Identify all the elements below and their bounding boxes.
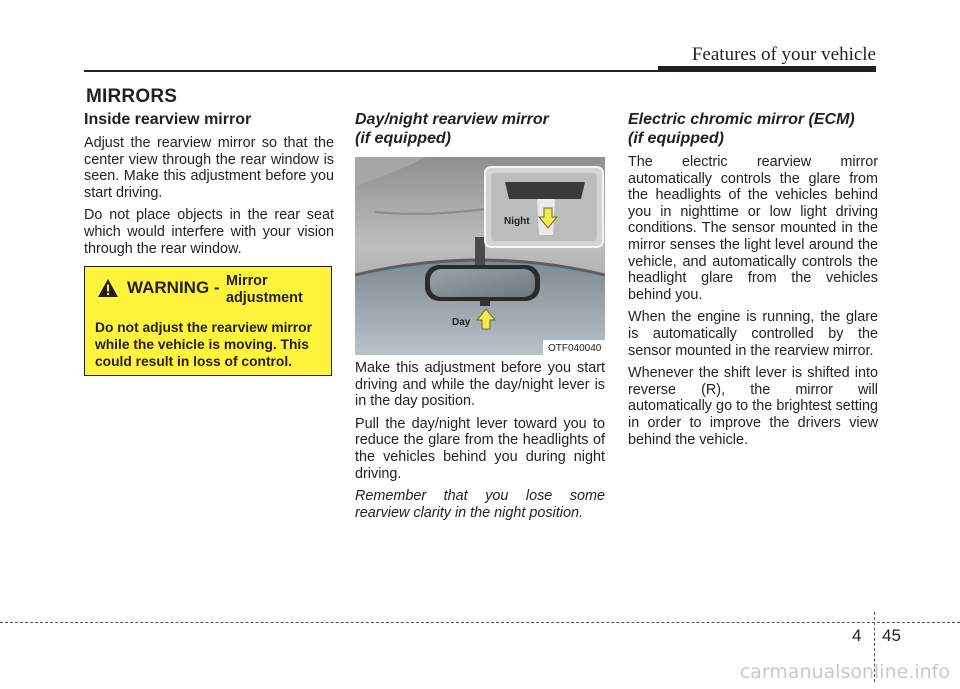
paragraph: When the engine is running, the glare is automatically controlled by the sensor mounted in the rearview mirror.: [628, 309, 878, 359]
night-label: Night: [504, 216, 530, 227]
heading-line: Day/night rearview mirror: [355, 111, 549, 128]
header-rule-accent: [658, 66, 876, 72]
paragraph: The electric rearview mirror automatically controls the glare from the headlights of the vehicles behind you in nighttime or low light driving conditions. The sensor mounted in the mirror senses the light level around the vehicle, and automatically controls the headlight glare from the vehicles behind you.: [628, 154, 878, 303]
column-ecm-mirror: [628, 110, 878, 454]
warning-label: WARNING -: [127, 278, 220, 297]
paragraph: Do not place objects in the rear seat which would interfere with your vision through the rear window.: [84, 207, 334, 257]
warning-body: Do not adjust the rearview mirror while the vehicle is moving. This could result in loss of control.: [95, 320, 312, 369]
heading-inside-rearview-mirror: Inside rearview mirror: [84, 111, 252, 128]
heading-line: Electric chromic mirror (ECM): [628, 111, 855, 128]
section-title: MIRRORS: [86, 86, 178, 107]
paragraph: Adjust the rearview mirror so that the center view through the rear window is seen. Make this adjustment before you start driving.: [84, 135, 334, 201]
watermark: carmanualsonline.info: [739, 661, 950, 683]
heading-ecm-mirror: [628, 110, 878, 148]
paragraph: Make this adjustment before you start driving and while the day/night lever is in the day position.: [355, 360, 605, 410]
header-title: Features of your vehicle: [691, 44, 876, 65]
figure-code: OTF040040: [548, 343, 602, 354]
chapter-number: 4: [852, 626, 862, 645]
paragraph: Whenever the shift lever is shifted into reverse (R), the mirror will automatically go to the brightest setting in order to improve the drivers view behind the vehicle.: [628, 365, 878, 448]
footer-rule: [0, 622, 960, 623]
heading-day-night-mirror: [355, 110, 605, 148]
paragraph: Pull the day/night lever toward you to reduce the glare from the headlights of the vehicles behind you during night driving.: [355, 415, 605, 482]
warning-subject: Mirror adjustment: [226, 273, 303, 306]
day-label: Day: [452, 317, 471, 328]
note: Remember that you lose some rearview clarity in the night position.: [355, 488, 605, 521]
warning-triangle-icon: [97, 278, 119, 298]
heading-line: (if equipped): [628, 130, 724, 147]
rearview-mirror-photo: [355, 157, 605, 355]
page-number: 45: [882, 626, 901, 645]
heading-line: (if equipped): [355, 130, 451, 147]
column-inside-mirror: [84, 110, 334, 263]
warning-box: [84, 266, 332, 376]
